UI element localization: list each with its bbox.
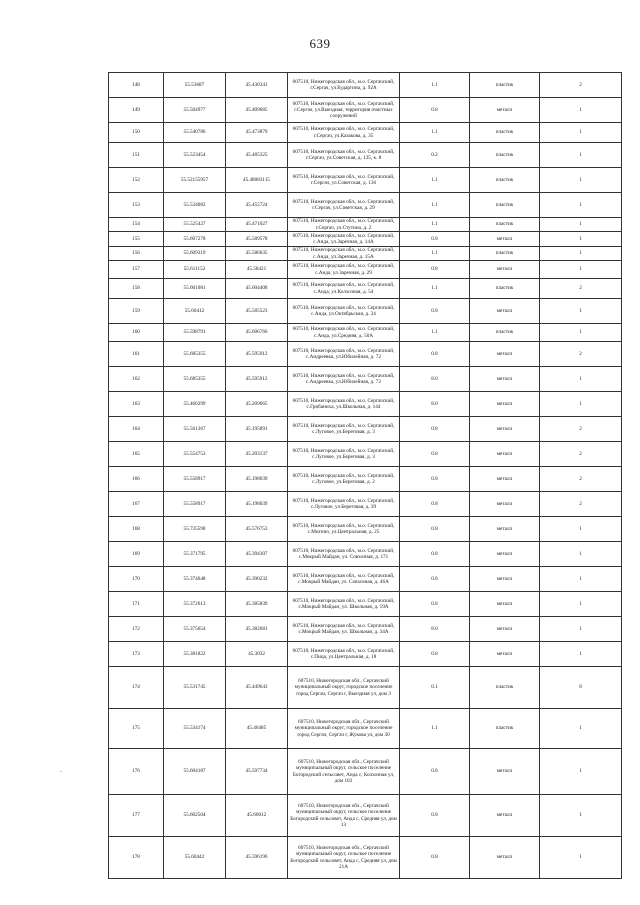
- table-row: [109, 367, 622, 392]
- cell-material: металл: [470, 417, 540, 442]
- cell-number: 178: [109, 837, 164, 879]
- cell-longitude: 45.58421: [226, 261, 288, 279]
- cell-area: 1.1: [400, 279, 470, 299]
- cell-area: 0.8: [400, 299, 470, 324]
- cell-number: 152: [109, 168, 164, 193]
- cell-longitude: 45.604408: [226, 279, 288, 299]
- cell-count: 1: [540, 123, 622, 143]
- cell-material: пластик: [470, 143, 540, 168]
- cell-material: металл: [470, 367, 540, 392]
- cell-address: 607510, Нижегородская обл., м.о. Сергачский, с.Мокрый Майдан, ул. Совхозная, д. 46А: [288, 567, 400, 592]
- cell-longitude: 45.585523: [226, 299, 288, 324]
- table-row: [109, 193, 622, 218]
- cell-latitude: 55.601081: [164, 279, 226, 299]
- cell-count: 1: [540, 517, 622, 542]
- cell-latitude: 55.735598: [164, 517, 226, 542]
- cell-latitude: 55.60442: [164, 837, 226, 879]
- cell-longitude: 45.3032: [226, 642, 288, 667]
- cell-number: 164: [109, 417, 164, 442]
- table-row: [109, 492, 622, 517]
- cell-number: 168: [109, 517, 164, 542]
- cell-number: 153: [109, 193, 164, 218]
- cell-latitude: 55.523454: [164, 143, 226, 168]
- cell-longitude: 45.455724: [226, 193, 288, 218]
- cell-area: 1.1: [400, 709, 470, 749]
- cell-longitude: 45.449643: [226, 667, 288, 709]
- table-row: [109, 123, 622, 143]
- cell-longitude: 45.60012: [226, 795, 288, 837]
- cell-latitude: 55.554753: [164, 442, 226, 467]
- cell-material: металл: [470, 542, 540, 567]
- table-row: [109, 143, 622, 168]
- cell-number: 156: [109, 247, 164, 261]
- cell-material: пластик: [470, 324, 540, 342]
- cell-area: 1.1: [400, 324, 470, 342]
- cell-longitude: 45.596196: [226, 837, 288, 879]
- table-row: [109, 279, 622, 299]
- cell-longitude: 45.48083115: [226, 168, 288, 193]
- cell-latitude: 55.598791: [164, 324, 226, 342]
- cell-count: 1: [540, 617, 622, 642]
- cell-number: 158: [109, 279, 164, 299]
- cell-address: 607510, Нижегородская обл., м.о. Сергачский, г.Сергач, ул.Советская, д. 29: [288, 193, 400, 218]
- cell-number: 155: [109, 232, 164, 247]
- cell-area: 8.0: [400, 392, 470, 417]
- cell-material: пластик: [470, 218, 540, 232]
- cell-number: 169: [109, 542, 164, 567]
- cell-count: 1: [540, 299, 622, 324]
- table-row: [109, 342, 622, 367]
- cell-material: металл: [470, 232, 540, 247]
- cell-area: 8.0: [400, 367, 470, 392]
- cell-material: металл: [470, 642, 540, 667]
- cell-count: 1: [540, 261, 622, 279]
- cell-address: 607510, Нижегородская обл., м.о. Сергачский, с.Мигино, ул.Центральная, д. 25: [288, 517, 400, 542]
- cell-longitude: 45.485325: [226, 143, 288, 168]
- cell-area: 0.8: [400, 795, 470, 837]
- table-row: [109, 218, 622, 232]
- cell-count: 2: [540, 492, 622, 517]
- cell-count: 2: [540, 467, 622, 492]
- table-row: [109, 232, 622, 247]
- cell-address: 607510, Нижегородская обл., м.о. Сергачский, г.Сергач, ул.Советская, д. 136: [288, 168, 400, 193]
- cell-area: 0.8: [400, 417, 470, 442]
- cell-longitude: 45.203137: [226, 442, 288, 467]
- cell-latitude: 55.504977: [164, 98, 226, 123]
- cell-area: 0.8: [400, 442, 470, 467]
- cell-address: 607510, Нижегородская обл., м.о. Сергачский, г.Сергач, ул.Стутина, д. 2: [288, 218, 400, 232]
- cell-area: 0.8: [400, 232, 470, 247]
- cell-material: пластик: [470, 279, 540, 299]
- cell-number: 166: [109, 467, 164, 492]
- cell-longitude: 45.586635: [226, 247, 288, 261]
- cell-latitude: 55.53687: [164, 73, 226, 98]
- cell-number: 175: [109, 709, 164, 749]
- cell-area: 1.1: [400, 73, 470, 98]
- cell-address: 607510, Нижегородская обл., м.о. Сергачский, с.Анда, ул.Заречная, д. 29: [288, 261, 400, 279]
- cell-number: 161: [109, 342, 164, 367]
- cell-count: 1: [540, 193, 622, 218]
- cell-count: 1: [540, 542, 622, 567]
- cell-area: 0.8: [400, 517, 470, 542]
- cell-longitude: 45.198039: [226, 467, 288, 492]
- cell-number: 176: [109, 749, 164, 795]
- cell-latitude: 55.607278: [164, 232, 226, 247]
- cell-latitude: 55.371795: [164, 542, 226, 567]
- cell-latitude: 55.466299: [164, 392, 226, 417]
- table-row: [109, 392, 622, 417]
- cell-material: металл: [470, 749, 540, 795]
- cell-number: 171: [109, 592, 164, 617]
- cell-material: пластик: [470, 73, 540, 98]
- cell-area: 0.8: [400, 542, 470, 567]
- cell-address: 607510, Нижегородская обл., Сергачский муниципальный округ, сельское поселение Богородский сельсовет, Анда с, Средняя ул, дом 13: [288, 795, 400, 837]
- table-row: [109, 795, 622, 837]
- cell-count: 1: [540, 168, 622, 193]
- cell-material: пластик: [470, 709, 540, 749]
- cell-number: 148: [109, 73, 164, 98]
- cell-address: 607510, Нижегородская обл., м.о. Сергачский, с.Андреевка, ул.Юбилейная, д. 72: [288, 367, 400, 392]
- cell-count: 8: [540, 667, 622, 709]
- cell-address: 607510, Нижегородская обл., м.о. Сергачский, с.Анда, ул.Октябрьская, д. 34: [288, 299, 400, 324]
- cell-area: 0.8: [400, 467, 470, 492]
- table-row: [109, 98, 622, 123]
- cell-count: 1: [540, 795, 622, 837]
- cell-latitude: 55.609319: [164, 247, 226, 261]
- cell-longitude: 45.595912: [226, 342, 288, 367]
- cell-number: 165: [109, 442, 164, 467]
- cell-address: 607510, Нижегородская обл., м.о. Сергачский, с.Луговое, ул.Береговая, д. 3: [288, 442, 400, 467]
- cell-longitude: 45.606766: [226, 324, 288, 342]
- cell-count: 1: [540, 232, 622, 247]
- cell-latitude: 55.525427: [164, 218, 226, 232]
- cell-latitude: 55.534174: [164, 709, 226, 749]
- cell-area: 0.8: [400, 837, 470, 879]
- cell-area: 0.8: [400, 492, 470, 517]
- cell-address: 607510, Нижегородская обл., м.о. Сергачский, с.Луговое, ул.Береговая, д. 2: [288, 467, 400, 492]
- cell-count: 1: [540, 367, 622, 392]
- cell-address: 607510, Нижегородская обл., м.о. Сергачский, с.Луговое, ул.Береговая, д. 3: [288, 417, 400, 442]
- table-row: [109, 261, 622, 279]
- cell-address: 607510, Нижегородская обл., м.о. Сергачский, с.Анда, ул.Заречная, д. 14А: [288, 232, 400, 247]
- cell-count: 1: [540, 642, 622, 667]
- cell-latitude: 55.604187: [164, 749, 226, 795]
- table-body: [109, 73, 622, 879]
- cell-longitude: 45.471027: [226, 218, 288, 232]
- cell-number: 150: [109, 123, 164, 143]
- cell-area: 1.1: [400, 247, 470, 261]
- cell-number: 157: [109, 261, 164, 279]
- cell-latitude: 55.531745: [164, 667, 226, 709]
- cell-longitude: 45.430341: [226, 73, 288, 98]
- cell-latitude: 55.381822: [164, 642, 226, 667]
- cell-number: 172: [109, 617, 164, 642]
- table-row: [109, 417, 622, 442]
- table-row: [109, 617, 622, 642]
- cell-area: 0.8: [400, 642, 470, 667]
- cell-longitude: 45.195891: [226, 417, 288, 442]
- cell-count: 1: [540, 392, 622, 417]
- cell-material: металл: [470, 567, 540, 592]
- cell-number: 170: [109, 567, 164, 592]
- cell-count: 1: [540, 218, 622, 232]
- cell-area: 1.1: [400, 218, 470, 232]
- page-number: 639: [309, 36, 331, 51]
- cell-number: 173: [109, 642, 164, 667]
- table-row: [109, 73, 622, 98]
- cell-latitude: 55.685355: [164, 342, 226, 367]
- cell-latitude: 55.375654: [164, 617, 226, 642]
- cell-address: 607510, Нижегородская обл., м.о. Сергачский, с.Грибанихa, ул.Школьная, д. 144: [288, 392, 400, 417]
- cell-longitude: 45.409685: [226, 98, 288, 123]
- cell-number: 160: [109, 324, 164, 342]
- cell-count: 1: [540, 324, 622, 342]
- cell-latitude: 55.558917: [164, 467, 226, 492]
- table-row: [109, 467, 622, 492]
- cell-longitude: 45.198039: [226, 492, 288, 517]
- cell-count: 1: [540, 749, 622, 795]
- cell-material: пластик: [470, 168, 540, 193]
- cell-number: 151: [109, 143, 164, 168]
- cell-count: 2: [540, 417, 622, 442]
- cell-material: металл: [470, 492, 540, 517]
- table-row: [109, 592, 622, 617]
- cell-address: 607510, Нижегородская обл., м.о. Сергачский, г.Сергач, ул.Советская, д. 135, к. 8: [288, 143, 400, 168]
- cell-area: 0.2: [400, 143, 470, 168]
- cell-material: металл: [470, 98, 540, 123]
- cell-latitude: 55.540786: [164, 123, 226, 143]
- margin-mark: -: [60, 769, 62, 775]
- cell-material: металл: [470, 617, 540, 642]
- cell-number: 154: [109, 218, 164, 232]
- cell-area: 0.8: [400, 567, 470, 592]
- table-row: [109, 837, 622, 879]
- table-row: [109, 442, 622, 467]
- cell-count: 1: [540, 567, 622, 592]
- cell-area: 1.1: [400, 193, 470, 218]
- cell-address: 607510, Нижегородская обл., м.о. Сергачский, с.Мокрый Майдан, ул. Школьная, д. 34А: [288, 617, 400, 642]
- cell-area: 0.8: [400, 261, 470, 279]
- table-row: [109, 542, 622, 567]
- cell-material: металл: [470, 392, 540, 417]
- cell-material: металл: [470, 592, 540, 617]
- cell-area: 0.1: [400, 667, 470, 709]
- cell-material: металл: [470, 261, 540, 279]
- cell-longitude: 45.209665: [226, 392, 288, 417]
- cell-area: 8.0: [400, 617, 470, 642]
- cell-number: 174: [109, 667, 164, 709]
- cell-count: 1: [540, 592, 622, 617]
- cell-address: 607510, Нижегородская обл., м.о. Сергачский, с.Пица, ул.Центральная, д. 18: [288, 642, 400, 667]
- cell-latitude: 55.685355: [164, 367, 226, 392]
- cell-address: 607510, Нижегородская обл., м.о. Сергачский, с.Мокрый Майдан, ул. Совхозная, д. 171: [288, 542, 400, 567]
- cell-latitude: 55.60412: [164, 299, 226, 324]
- cell-latitude: 55.52155957: [164, 168, 226, 193]
- cell-number: 162: [109, 367, 164, 392]
- cell-count: 1: [540, 709, 622, 749]
- table-row: [109, 749, 622, 795]
- cell-address: 607510, Нижегородская обл., м.о. Сергачский, с.Андреевка, ул.Юбилейная, д. 72: [288, 342, 400, 367]
- cell-longitude: 45.394307: [226, 542, 288, 567]
- cell-count: 1: [540, 143, 622, 168]
- cell-number: 163: [109, 392, 164, 417]
- cell-material: металл: [470, 442, 540, 467]
- cell-address: 607510, Нижегородская обл., м.о. Сергачский, г.Сергач, ул.Выездная, территория очистных сооружений: [288, 98, 400, 123]
- cell-material: металл: [470, 299, 540, 324]
- cell-material: металл: [470, 517, 540, 542]
- cell-longitude: 45.595912: [226, 367, 288, 392]
- cell-latitude: 55.558917: [164, 492, 226, 517]
- table-row: [109, 299, 622, 324]
- cell-material: пластик: [470, 193, 540, 218]
- table-row: [109, 642, 622, 667]
- cell-material: металл: [470, 795, 540, 837]
- cell-material: металл: [470, 837, 540, 879]
- cell-address: 607510, Нижегородская обл., м.о. Сергачский, с.Анда, ул.Средняя, д. 50А: [288, 324, 400, 342]
- cell-area: 1.1: [400, 168, 470, 193]
- cell-address: 607510, Нижегородская обл., м.о. Сергачский, г.Сергач, ул.Казакова, д. 35: [288, 123, 400, 143]
- cell-latitude: 55.374648: [164, 567, 226, 592]
- cell-area: 0.8: [400, 592, 470, 617]
- cell-area: 0.8: [400, 98, 470, 123]
- cell-count: 1: [540, 837, 622, 879]
- cell-area: 1.1: [400, 123, 470, 143]
- cell-longitude: 45.385839: [226, 592, 288, 617]
- cell-count: 1: [540, 98, 622, 123]
- table-row: [109, 247, 622, 261]
- cell-longitude: 45.46485: [226, 709, 288, 749]
- cell-latitude: 55.372613: [164, 592, 226, 617]
- table-row: [109, 168, 622, 193]
- table-row: [109, 667, 622, 709]
- cell-latitude: 55.602504: [164, 795, 226, 837]
- cell-count: 2: [540, 73, 622, 98]
- cell-longitude: 45.576753: [226, 517, 288, 542]
- cell-longitude: 45.390232: [226, 567, 288, 592]
- cell-count: 2: [540, 279, 622, 299]
- table-row: [109, 517, 622, 542]
- container-sites-table: [108, 72, 622, 879]
- cell-address: 607510, Нижегородская обл., Сергачский муниципальный округ, городское поселение город Сергач, Сергач г, Выездная ул, дом 3: [288, 667, 400, 709]
- cell-address: 607510, Нижегородская обл., м.о. Сергачский, с.Анда, ул.Колхозная, д. 54: [288, 279, 400, 299]
- cell-latitude: 55.611152: [164, 261, 226, 279]
- cell-number: 177: [109, 795, 164, 837]
- cell-material: пластик: [470, 123, 540, 143]
- cell-address: 607510, Нижегородская обл., м.о. Сергачский, с.Луговое, ул.Береговая, д. 39: [288, 492, 400, 517]
- cell-material: металл: [470, 342, 540, 367]
- cell-address: 607510, Нижегородская обл., Сергачский муниципальный округ, сельское поселение Богородский сельсовет, Анда с, Колхозная ул, дом 103: [288, 749, 400, 795]
- cell-address: 607510, Нижегородская обл., м.о. Сергачский, с.Мокрый Майдан, ул. Школьная, д. 19А: [288, 592, 400, 617]
- cell-material: металл: [470, 467, 540, 492]
- cell-count: 1: [540, 247, 622, 261]
- table-row: [109, 324, 622, 342]
- cell-number: 159: [109, 299, 164, 324]
- table-row: [109, 567, 622, 592]
- cell-latitude: 55.534082: [164, 193, 226, 218]
- cell-address: 607510, Нижегородская обл., м.о. Сергачский, г.Сергач, ул.Бударгина, д. 92А: [288, 73, 400, 98]
- cell-longitude: 45.473879: [226, 123, 288, 143]
- cell-address: 607510, Нижегородская обл., Сергачский муниципальный округ, городское поселение город Сергач, Сергач г, Жукова ул, дом 30: [288, 709, 400, 749]
- cell-number: 167: [109, 492, 164, 517]
- cell-material: пластик: [470, 247, 540, 261]
- cell-longitude: 45.597734: [226, 749, 288, 795]
- cell-address: 607510, Нижегородская обл., Сергачский муниципальный округ, сельское поселение Богородский сельсовет, Анда с, Средняя ул, дом 21А: [288, 837, 400, 879]
- cell-number: 149: [109, 98, 164, 123]
- cell-longitude: 45.589578: [226, 232, 288, 247]
- cell-address: 607510, Нижегородская обл., м.о. Сергачский, с.Анда, ул.Заречная, д. 15А: [288, 247, 400, 261]
- cell-latitude: 55.561367: [164, 417, 226, 442]
- cell-area: 0.8: [400, 342, 470, 367]
- cell-longitude: 45.382681: [226, 617, 288, 642]
- table-row: [109, 709, 622, 749]
- cell-count: 2: [540, 342, 622, 367]
- cell-count: 2: [540, 442, 622, 467]
- cell-area: 0.8: [400, 749, 470, 795]
- cell-material: пластик: [470, 667, 540, 709]
